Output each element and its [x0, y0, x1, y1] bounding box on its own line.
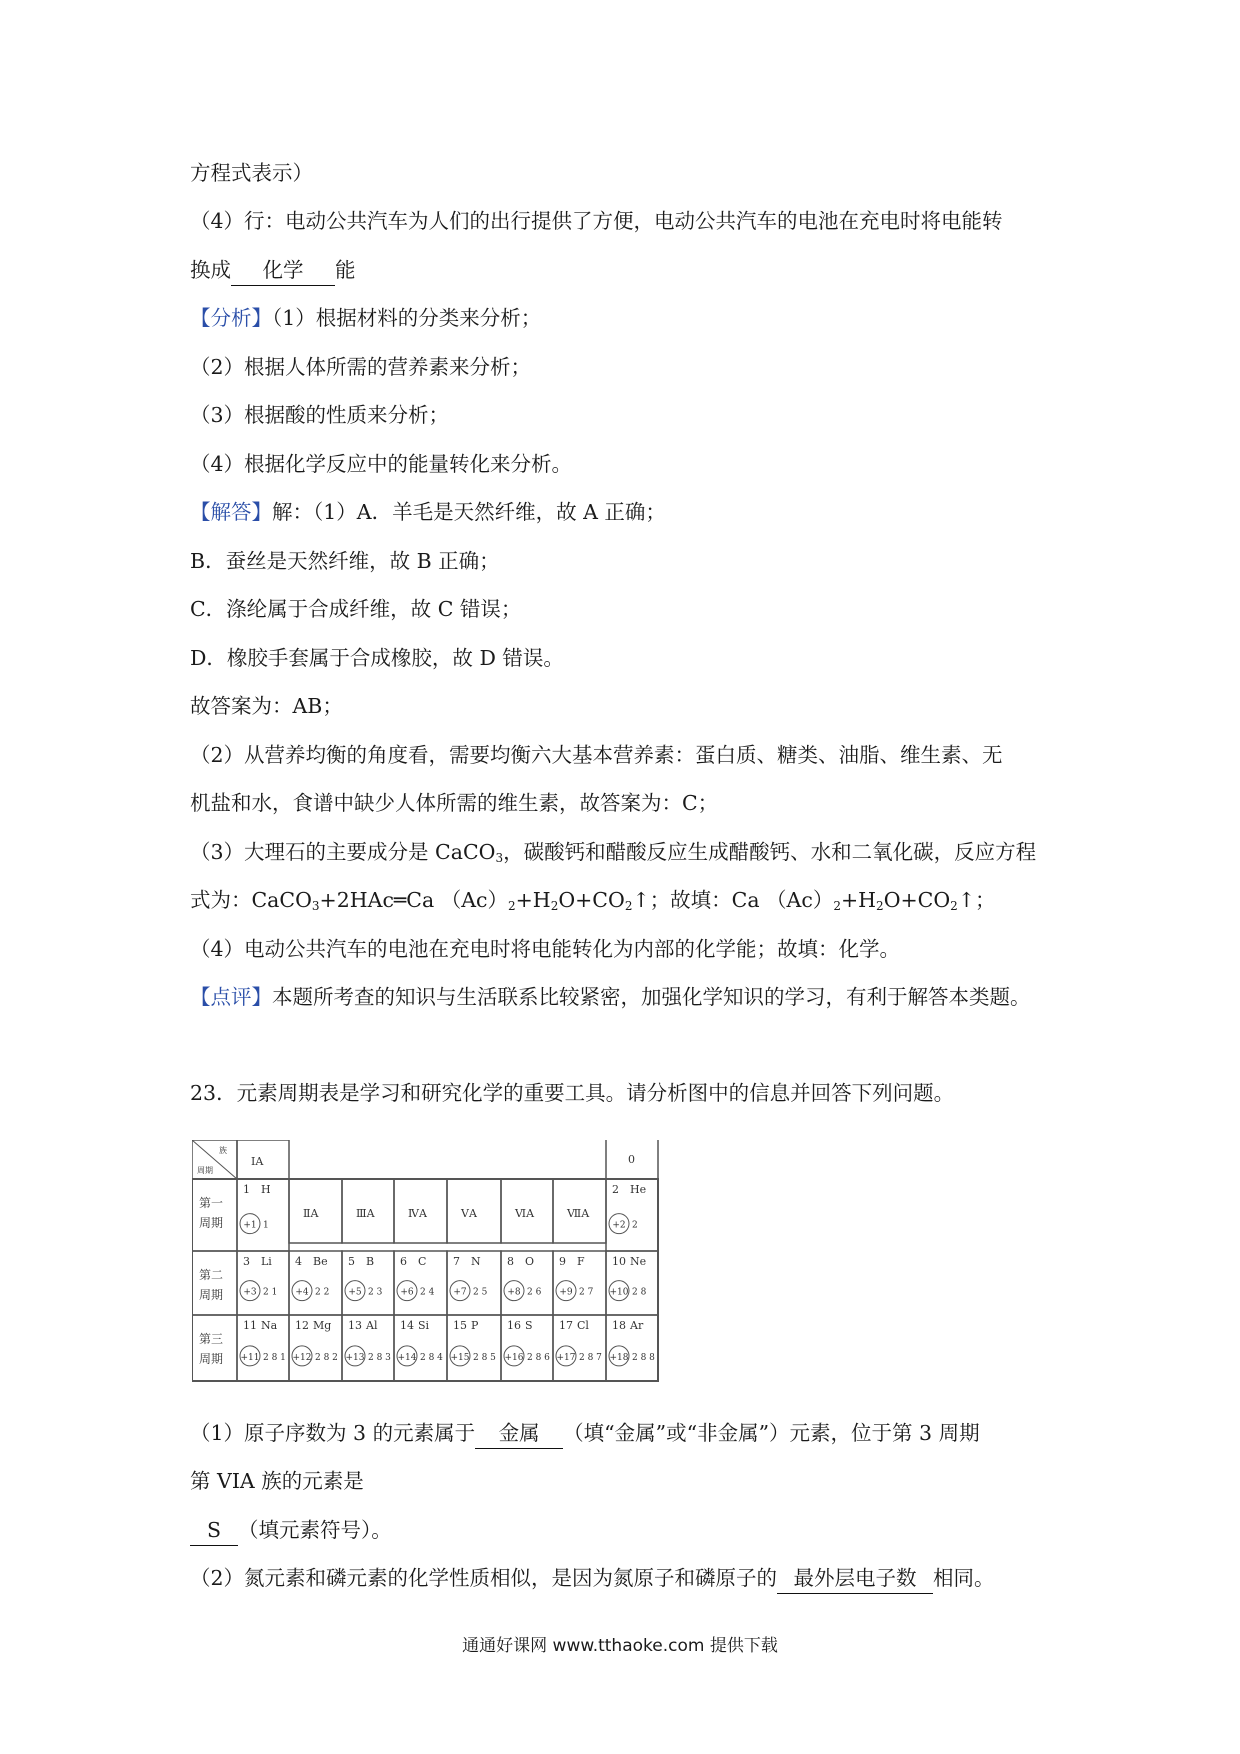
nucleus-charge: +12 [292, 1352, 312, 1363]
answer-blank: 最外层电子数 [777, 1563, 933, 1594]
period-label: 第一 [199, 1196, 224, 1210]
element-symbol: N [471, 1255, 481, 1268]
text-line: （2）根据人体所需的营养素来分析； [190, 355, 532, 379]
atomic-number: 10 [612, 1255, 626, 1268]
text-line [190, 885, 996, 921]
text-span: 相同。 [933, 1566, 995, 1590]
subscript: 2 [950, 899, 958, 913]
electron-shells: 2 3 [368, 1287, 383, 1298]
group-header-label: 0 [628, 1153, 635, 1166]
element-symbol: He [630, 1183, 647, 1196]
group-header-label: ⅢA [356, 1207, 375, 1220]
text-span: 本题所考查的知识与生活联系比较紧密，加强化学知识的学习，有利于解答本类题。 [272, 985, 1031, 1009]
corner-label-period: 周期 [197, 1166, 213, 1175]
nucleus-charge: +10 [609, 1287, 629, 1298]
text-line: 方程式表示） [190, 161, 313, 185]
electron-shells: 2 8 4 [420, 1352, 443, 1363]
subscript: 2 [507, 899, 516, 913]
nucleus-charge: +14 [397, 1352, 417, 1363]
text-line [190, 1418, 980, 1449]
text-line [190, 1563, 995, 1594]
text-span: +H [840, 888, 877, 912]
period-label: 第三 [199, 1332, 224, 1346]
group-header-label: ⅠA [251, 1155, 264, 1168]
text-span: 式为：CaCO [190, 888, 312, 912]
atomic-number: 9 [559, 1255, 566, 1268]
subscript: 2 [833, 899, 841, 913]
subscript: 2 [550, 899, 559, 913]
period-label-cell [192, 1251, 237, 1315]
atomic-number: 8 [507, 1255, 514, 1268]
element-symbol: Mg [313, 1319, 332, 1332]
text-line [190, 837, 1036, 873]
text-line [190, 303, 541, 333]
atomic-number: 17 [559, 1319, 573, 1332]
electron-shells: 2 8 1 [263, 1352, 286, 1363]
subscript: 3 [311, 899, 320, 913]
text-span: 换成 [190, 258, 231, 282]
period-label: 第二 [199, 1268, 224, 1282]
text-line: （4）根据化学反应中的能量转化来分析。 [190, 452, 573, 476]
nucleus-charge: +3 [243, 1287, 257, 1298]
nucleus-charge: +8 [507, 1287, 521, 1298]
nucleus-charge: +2 [612, 1220, 626, 1231]
comment-tag: 【点评】 [190, 985, 272, 1009]
text-span: （3）大理石的主要成分是 CaCO [190, 840, 496, 864]
atomic-number: 5 [348, 1255, 355, 1268]
group-header-label: ⅥA [515, 1207, 535, 1220]
atomic-number: 16 [507, 1319, 521, 1332]
text-line [190, 497, 666, 527]
period-label: 周期 [199, 1352, 224, 1366]
atomic-number: 11 [243, 1319, 257, 1332]
electron-shells: 2 8 2 [315, 1352, 338, 1363]
text-span: （填元素符号）。 [238, 1518, 392, 1542]
element-symbol: P [471, 1319, 479, 1332]
element-symbol: O [525, 1255, 535, 1268]
text-line [190, 255, 356, 286]
electron-shells: 2 1 [263, 1287, 278, 1298]
group-header-label: ⅦA [567, 1207, 590, 1220]
text-line: 机盐和水，食谱中缺少人体所需的维生素，故答案为：C； [190, 791, 719, 815]
text-line: B．蚕丝是天然纤维，故 B 正确； [190, 549, 500, 573]
atomic-number: 7 [453, 1255, 460, 1268]
nucleus-charge: +15 [450, 1352, 470, 1363]
subscript: 3 [495, 851, 504, 865]
atomic-number: 12 [295, 1319, 309, 1332]
electron-shells: 2 7 [579, 1287, 594, 1298]
element-symbol: Cl [577, 1319, 589, 1332]
nucleus-charge: +16 [504, 1352, 524, 1363]
electron-shells: 1 [263, 1220, 269, 1231]
text-span: +2HAc═Ca （Ac） [319, 888, 508, 912]
text-line: （3）根据酸的性质来分析； [190, 403, 450, 427]
text-span: ↑； [957, 888, 996, 912]
text-line: （2）从营养均衡的角度看，需要均衡六大基本营养素：蛋白质、糖类、油脂、维生素、无 [190, 743, 1003, 767]
period-label: 周期 [199, 1288, 224, 1302]
atomic-number: 14 [400, 1319, 414, 1332]
text-line: （4）行：电动公共汽车为人们的出行提供了方便，电动公共汽车的电池在充电时将电能转 [190, 209, 1003, 233]
electron-shells: 2 8 7 [579, 1352, 602, 1363]
text-span: （填“金属”或“非金属”）元素，位于第 3 周期 [563, 1421, 980, 1445]
atomic-number: 18 [612, 1319, 626, 1332]
atomic-number: 13 [348, 1319, 362, 1332]
analysis-tag: 【分析】 [190, 306, 272, 330]
text-span: +H [515, 888, 551, 912]
nucleus-charge: +11 [240, 1352, 260, 1363]
text-line: 第 VIA 族的元素是 [190, 1469, 364, 1493]
element-symbol: S [525, 1319, 533, 1332]
text-line: D．橡胶手套属于合成橡胶，故 D 错误。 [190, 646, 564, 670]
answer-blank: 化学 [231, 255, 335, 286]
subscript: 2 [876, 899, 884, 913]
text-line: 故答案为：AB； [190, 694, 343, 718]
group-header-label: ⅣA [408, 1207, 427, 1220]
electron-shells: 2 8 8 [632, 1352, 655, 1363]
nucleus-charge: +17 [556, 1352, 576, 1363]
atomic-number: 4 [295, 1255, 302, 1268]
element-symbol: C [418, 1255, 427, 1268]
electron-shells: 2 6 [527, 1287, 542, 1298]
group-header-label: ⅤA [461, 1207, 477, 1220]
atomic-number: 2 [612, 1183, 619, 1196]
electron-shells: 2 4 [420, 1287, 435, 1298]
answer-blank: S [190, 1515, 238, 1546]
electron-shells: 2 8 3 [368, 1352, 391, 1363]
text-line: （4）电动公共汽车的电池在充电时将电能转化为内部的化学能；故填：化学。 [190, 937, 901, 961]
element-symbol: Ar [630, 1319, 644, 1332]
electron-shells: 2 5 [473, 1287, 488, 1298]
atomic-number: 6 [400, 1255, 407, 1268]
element-symbol: Li [261, 1255, 272, 1268]
solution-tag: 【解答】 [190, 500, 272, 524]
text-span: O+CO [558, 888, 625, 912]
text-span: （1）根据材料的分类来分析； [272, 306, 542, 330]
nucleus-charge: +4 [295, 1287, 309, 1298]
electron-shells: 2 8 [632, 1287, 647, 1298]
text-span: （2）氮元素和磷元素的化学性质相似，是因为氮原子和磷原子的 [190, 1566, 778, 1590]
periodic-table-figure [192, 1140, 692, 1402]
corner-label-group: 族 [219, 1146, 227, 1155]
period-label-cell [192, 1179, 237, 1251]
text-span: （1）原子序数为 3 的元素属于 [190, 1421, 476, 1445]
text-span: O+CO [883, 888, 951, 912]
element-symbol: B [366, 1255, 375, 1268]
text-line [190, 982, 1031, 1012]
text-line [190, 1515, 392, 1546]
period-label: 周期 [199, 1216, 224, 1230]
nucleus-charge: +5 [348, 1287, 362, 1298]
nucleus-charge: +18 [609, 1352, 629, 1363]
electron-shells: 2 8 5 [473, 1352, 496, 1363]
nucleus-charge: +1 [243, 1220, 257, 1231]
text-line: C．涤纶属于合成纤维，故 C 错误； [190, 597, 522, 621]
nucleus-charge: +7 [453, 1287, 467, 1298]
element-symbol: Be [313, 1255, 328, 1268]
element-symbol: Al [366, 1319, 378, 1332]
element-symbol: Na [261, 1319, 278, 1332]
nucleus-charge: +9 [559, 1287, 573, 1298]
atomic-number: 3 [243, 1255, 250, 1268]
group-header-label: ⅡA [303, 1207, 319, 1220]
question-23-title: 23．元素周期表是学习和研究化学的重要工具。请分析图中的信息并回答下列问题。 [190, 1081, 955, 1105]
text-span: 能 [335, 258, 356, 282]
atomic-number: 1 [243, 1183, 250, 1196]
electron-shells: 2 2 [315, 1287, 330, 1298]
element-symbol: Si [418, 1319, 430, 1332]
element-symbol: H [261, 1183, 271, 1196]
answer-blank: 金属 [475, 1418, 563, 1449]
subscript: 2 [624, 899, 633, 913]
electron-shells: 2 [632, 1220, 638, 1231]
footer-text: 通通好课网 www.tthaoke.com 提供下载 [462, 1636, 778, 1656]
nucleus-charge: +13 [345, 1352, 365, 1363]
text-span: 解：（1）A．羊毛是天然纤维，故 A 正确； [272, 500, 666, 524]
electron-shells: 2 8 6 [527, 1352, 550, 1363]
text-span: ↑；故填：Ca （Ac） [632, 888, 834, 912]
element-symbol: F [577, 1255, 585, 1268]
period-label-cell [192, 1315, 237, 1381]
nucleus-charge: +6 [400, 1287, 414, 1298]
element-symbol: Ne [630, 1255, 647, 1268]
text-span: ，碳酸钙和醋酸反应生成醋酸钙、水和二氧化碳，反应方程 [503, 840, 1037, 864]
atomic-number: 15 [453, 1319, 467, 1332]
